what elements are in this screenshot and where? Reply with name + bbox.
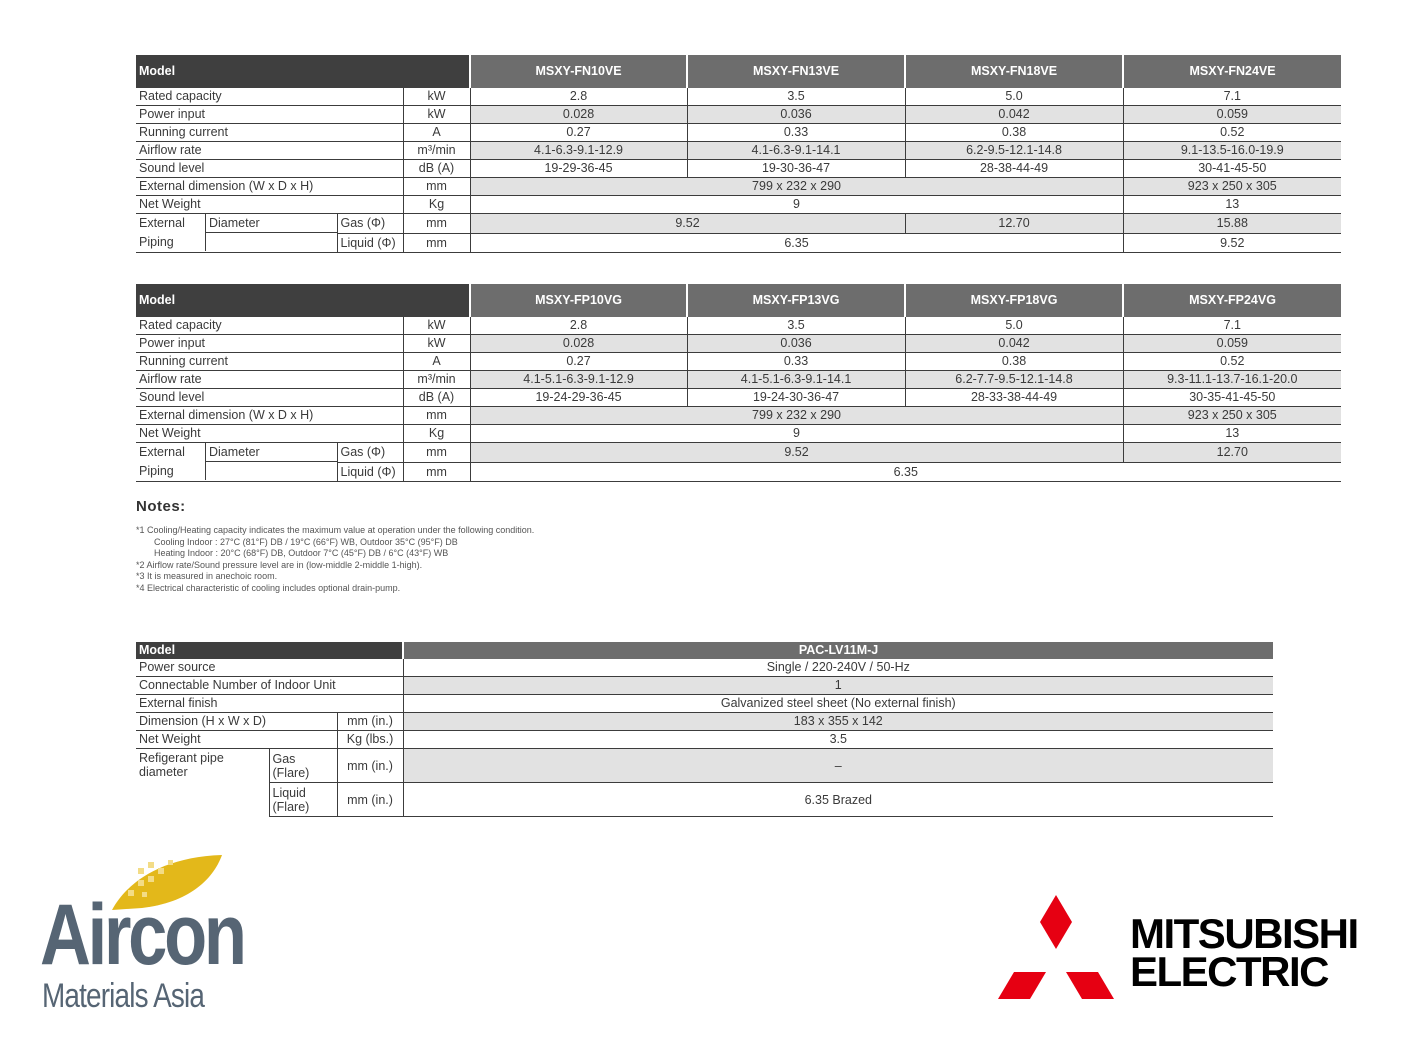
cell: 799 x 232 x 290	[470, 178, 1123, 196]
cell: 4.1-5.1-6.3-9.1-12.9	[470, 371, 687, 389]
piping-label: External	[139, 445, 185, 459]
cell: 19-29-36-45	[470, 160, 687, 178]
table-row	[136, 88, 1341, 106]
model-name: MSXY-FP13VG	[687, 284, 905, 317]
table-row	[136, 142, 1341, 160]
aircon-wordmark: Aircon	[40, 887, 244, 983]
table-row	[136, 335, 1341, 353]
row-label: External dimension (W x D x H)	[136, 178, 403, 196]
table-row	[136, 178, 1341, 196]
mitsubishi-wordmark	[1130, 910, 1358, 995]
row-label: Rated capacity	[136, 88, 403, 106]
diameter-label: Diameter	[205, 214, 337, 233]
row-label	[136, 233, 337, 252]
cell: Galvanized steel sheet (No external finish)	[403, 695, 1273, 713]
cell: 0.059	[1123, 106, 1341, 124]
header-row	[136, 642, 1273, 659]
row-unit: Kg (lbs.)	[337, 731, 403, 749]
table-row	[136, 783, 1273, 817]
table-row	[136, 106, 1341, 124]
row-unit: kW	[403, 317, 470, 335]
row-label: Net Weight	[136, 731, 337, 749]
cell: 9.52	[470, 443, 1123, 463]
row-unit: kW	[403, 88, 470, 106]
cell: 9.52	[470, 214, 905, 234]
cell: 30-41-45-50	[1123, 160, 1341, 178]
cell: 9.52	[1123, 233, 1341, 252]
cell: 30-35-41-45-50	[1123, 389, 1341, 407]
model-name: PAC-LV11M-J	[403, 642, 1273, 659]
row-label: Connectable Number of Indoor Unit	[136, 677, 403, 695]
row-label: Running current	[136, 353, 403, 371]
model-name: MSXY-FP24VG	[1123, 284, 1341, 317]
table-row	[136, 659, 1273, 677]
model-header: Model	[136, 284, 470, 317]
row-unit: dB (A)	[403, 389, 470, 407]
three-diamonds-icon	[996, 893, 1116, 1003]
cell: 2.8	[470, 317, 687, 335]
cell: 0.036	[687, 335, 905, 353]
cell: 13	[1123, 196, 1341, 214]
cell: 923 x 250 x 305	[1123, 407, 1341, 425]
cell: 12.70	[905, 214, 1123, 234]
cell: 13	[1123, 425, 1341, 443]
mitsubishi-line2: ELECTRIC	[1130, 948, 1328, 995]
cell: 0.059	[1123, 335, 1341, 353]
cell: 0.042	[905, 106, 1123, 124]
cell: 6.35	[470, 462, 1341, 481]
header-row	[136, 55, 1341, 88]
cell: 183 x 355 x 142	[403, 713, 1273, 731]
table-row	[136, 407, 1341, 425]
note-line: *4 Electrical characteristic of cooling includes optional drain-pump.	[136, 582, 401, 593]
table-row	[136, 462, 1341, 481]
cell: 0.042	[905, 335, 1123, 353]
table-row	[136, 124, 1341, 142]
cell: 4.1-6.3-9.1-12.9	[470, 142, 687, 160]
row-unit: mm (in.)	[337, 783, 403, 817]
cell: 0.33	[687, 124, 905, 142]
cell: 28-38-44-49	[905, 160, 1123, 178]
cell: 0.27	[470, 353, 687, 371]
row-unit: mm	[403, 233, 470, 252]
note-line: *2 Airflow rate/Sound pressure level are in (low-middle 2-middle 1-high).	[136, 559, 423, 570]
cell: 7.1	[1123, 88, 1341, 106]
table-row	[136, 749, 1273, 783]
row-label: Power input	[136, 106, 403, 124]
cell: 9	[470, 425, 1123, 443]
row-label	[136, 214, 337, 234]
model-header: Model	[136, 55, 470, 88]
note-line: Cooling Indoor : 27°C (81°F) DB / 19°C (66°F) WB, Outdoor 35°C (95°F) DB	[154, 536, 458, 547]
aircon-subtitle: Materials Asia	[42, 977, 205, 1015]
cell: 0.036	[687, 106, 905, 124]
cell: 1	[403, 677, 1273, 695]
table-row	[136, 233, 1341, 252]
notes-title: Notes:	[136, 498, 186, 515]
model-name: MSXY-FP18VG	[905, 284, 1123, 317]
row-unit: mm	[403, 178, 470, 196]
cell: 9.3-11.1-13.7-16.1-20.0	[1123, 371, 1341, 389]
piping-label: Piping	[139, 464, 174, 479]
cell: 5.0	[905, 317, 1123, 335]
row-unit: A	[403, 124, 470, 142]
row-unit: mm	[403, 214, 470, 234]
notes-section	[136, 498, 836, 594]
cell: 6.2-9.5-12.1-14.8	[905, 142, 1123, 160]
row-unit: mm	[403, 462, 470, 481]
spec-table-pac	[136, 642, 1273, 817]
gas-label: Gas (Flare)	[269, 749, 337, 783]
cell: 15.88	[1123, 214, 1341, 234]
cell: 19-30-36-47	[687, 160, 905, 178]
row-unit: mm	[403, 443, 470, 463]
cell: 0.52	[1123, 353, 1341, 371]
piping-label: Piping	[139, 235, 174, 250]
cell: 0.028	[470, 106, 687, 124]
cell: 0.38	[905, 353, 1123, 371]
cell: 4.1-5.1-6.3-9.1-14.1	[687, 371, 905, 389]
table-row	[136, 317, 1341, 335]
cell: 923 x 250 x 305	[1123, 178, 1341, 196]
spec-table-fn	[136, 55, 1341, 253]
table-row	[136, 695, 1273, 713]
table-row	[136, 160, 1341, 178]
cell: 19-24-30-36-47	[687, 389, 905, 407]
row-unit: kW	[403, 335, 470, 353]
row-label: Dimension (H x W x D)	[136, 713, 337, 731]
table-row	[136, 443, 1341, 463]
cell: 0.028	[470, 335, 687, 353]
cell: –	[403, 749, 1273, 783]
cell: 3.5	[687, 88, 905, 106]
table-row	[136, 389, 1341, 407]
row-label	[136, 749, 269, 817]
cell: 5.0	[905, 88, 1123, 106]
row-label: Airflow rate	[136, 142, 403, 160]
model-name: MSXY-FN24VE	[1123, 55, 1341, 88]
refrigerant-label: Refigerant pipe diameter	[139, 751, 224, 779]
spec-table-fp	[136, 284, 1341, 482]
gas-label: Gas (Φ)	[337, 214, 403, 234]
row-unit: m³/min	[403, 142, 470, 160]
cell: 9	[470, 196, 1123, 214]
row-unit: mm	[403, 407, 470, 425]
table-row	[136, 371, 1341, 389]
note-line: *1 Cooling/Heating capacity indicates the maximum value at operation under the following condition.	[136, 525, 535, 535]
table-row	[136, 677, 1273, 695]
row-label: Airflow rate	[136, 371, 403, 389]
cell: 0.38	[905, 124, 1123, 142]
row-label	[136, 443, 337, 463]
row-unit: mm (in.)	[337, 713, 403, 731]
cell: 7.1	[1123, 317, 1341, 335]
cell: 2.8	[470, 88, 687, 106]
table-row	[136, 731, 1273, 749]
row-label: Power input	[136, 335, 403, 353]
cell: 6.2-7.7-9.5-12.1-14.8	[905, 371, 1123, 389]
cell: 19-24-29-36-45	[470, 389, 687, 407]
row-label: Sound level	[136, 389, 403, 407]
model-name: MSXY-FN18VE	[905, 55, 1123, 88]
row-unit: dB (A)	[403, 160, 470, 178]
table-row	[136, 425, 1341, 443]
model-name: MSXY-FP10VG	[470, 284, 687, 317]
row-label: Running current	[136, 124, 403, 142]
liquid-label: Liquid (Φ)	[337, 462, 403, 481]
row-label: Net Weight	[136, 196, 403, 214]
header-row	[136, 284, 1341, 317]
row-unit: Kg	[403, 425, 470, 443]
cell: Single / 220-240V / 50-Hz	[403, 659, 1273, 677]
cell: 0.27	[470, 124, 687, 142]
table-row	[136, 214, 1341, 234]
diameter-label: Diameter	[205, 443, 337, 462]
model-name: MSXY-FN13VE	[687, 55, 905, 88]
row-unit: kW	[403, 106, 470, 124]
piping-label: External	[139, 216, 185, 230]
cell: 0.33	[687, 353, 905, 371]
cell: 12.70	[1123, 443, 1341, 463]
row-label: External dimension (W x D x H)	[136, 407, 403, 425]
row-label: Net Weight	[136, 425, 403, 443]
cell: 799 x 232 x 290	[470, 407, 1123, 425]
note-line: *3 It is measured in anechoic room.	[136, 571, 278, 581]
cell: 4.1-6.3-9.1-14.1	[687, 142, 905, 160]
cell: 28-33-38-44-49	[905, 389, 1123, 407]
row-label: Sound level	[136, 160, 403, 178]
table-row	[136, 713, 1273, 731]
table-row	[136, 353, 1341, 371]
row-label: Rated capacity	[136, 317, 403, 335]
row-unit: mm (in.)	[337, 749, 403, 783]
row-label: Power source	[136, 659, 403, 677]
mitsubishi-electric-logo	[996, 893, 1376, 1003]
gas-label: Gas (Φ)	[337, 443, 403, 463]
note-line: Heating Indoor : 20°C (68°F) DB, Outdoor 7°C (45°F) DB / 6°C (43°F) WB	[154, 548, 449, 558]
mitsubishi-line1: MITSUBISHI	[1130, 910, 1358, 957]
cell: 9.1-13.5-16.0-19.9	[1123, 142, 1341, 160]
cell: 3.5	[687, 317, 905, 335]
model-header: Model	[136, 642, 403, 659]
liquid-label: Liquid (Φ)	[337, 233, 403, 252]
cell: 3.5	[403, 731, 1273, 749]
aircon-materials-asia-logo	[40, 852, 280, 1022]
row-unit: m³/min	[403, 371, 470, 389]
model-name: MSXY-FN10VE	[470, 55, 687, 88]
table-row	[136, 196, 1341, 214]
row-label: External finish	[136, 695, 403, 713]
row-unit: Kg	[403, 196, 470, 214]
cell: 6.35	[470, 233, 1123, 252]
row-unit: A	[403, 353, 470, 371]
row-label	[136, 462, 337, 481]
cell: 0.52	[1123, 124, 1341, 142]
liquid-label: Liquid (Flare)	[269, 783, 337, 817]
cell: 6.35 Brazed	[403, 783, 1273, 817]
